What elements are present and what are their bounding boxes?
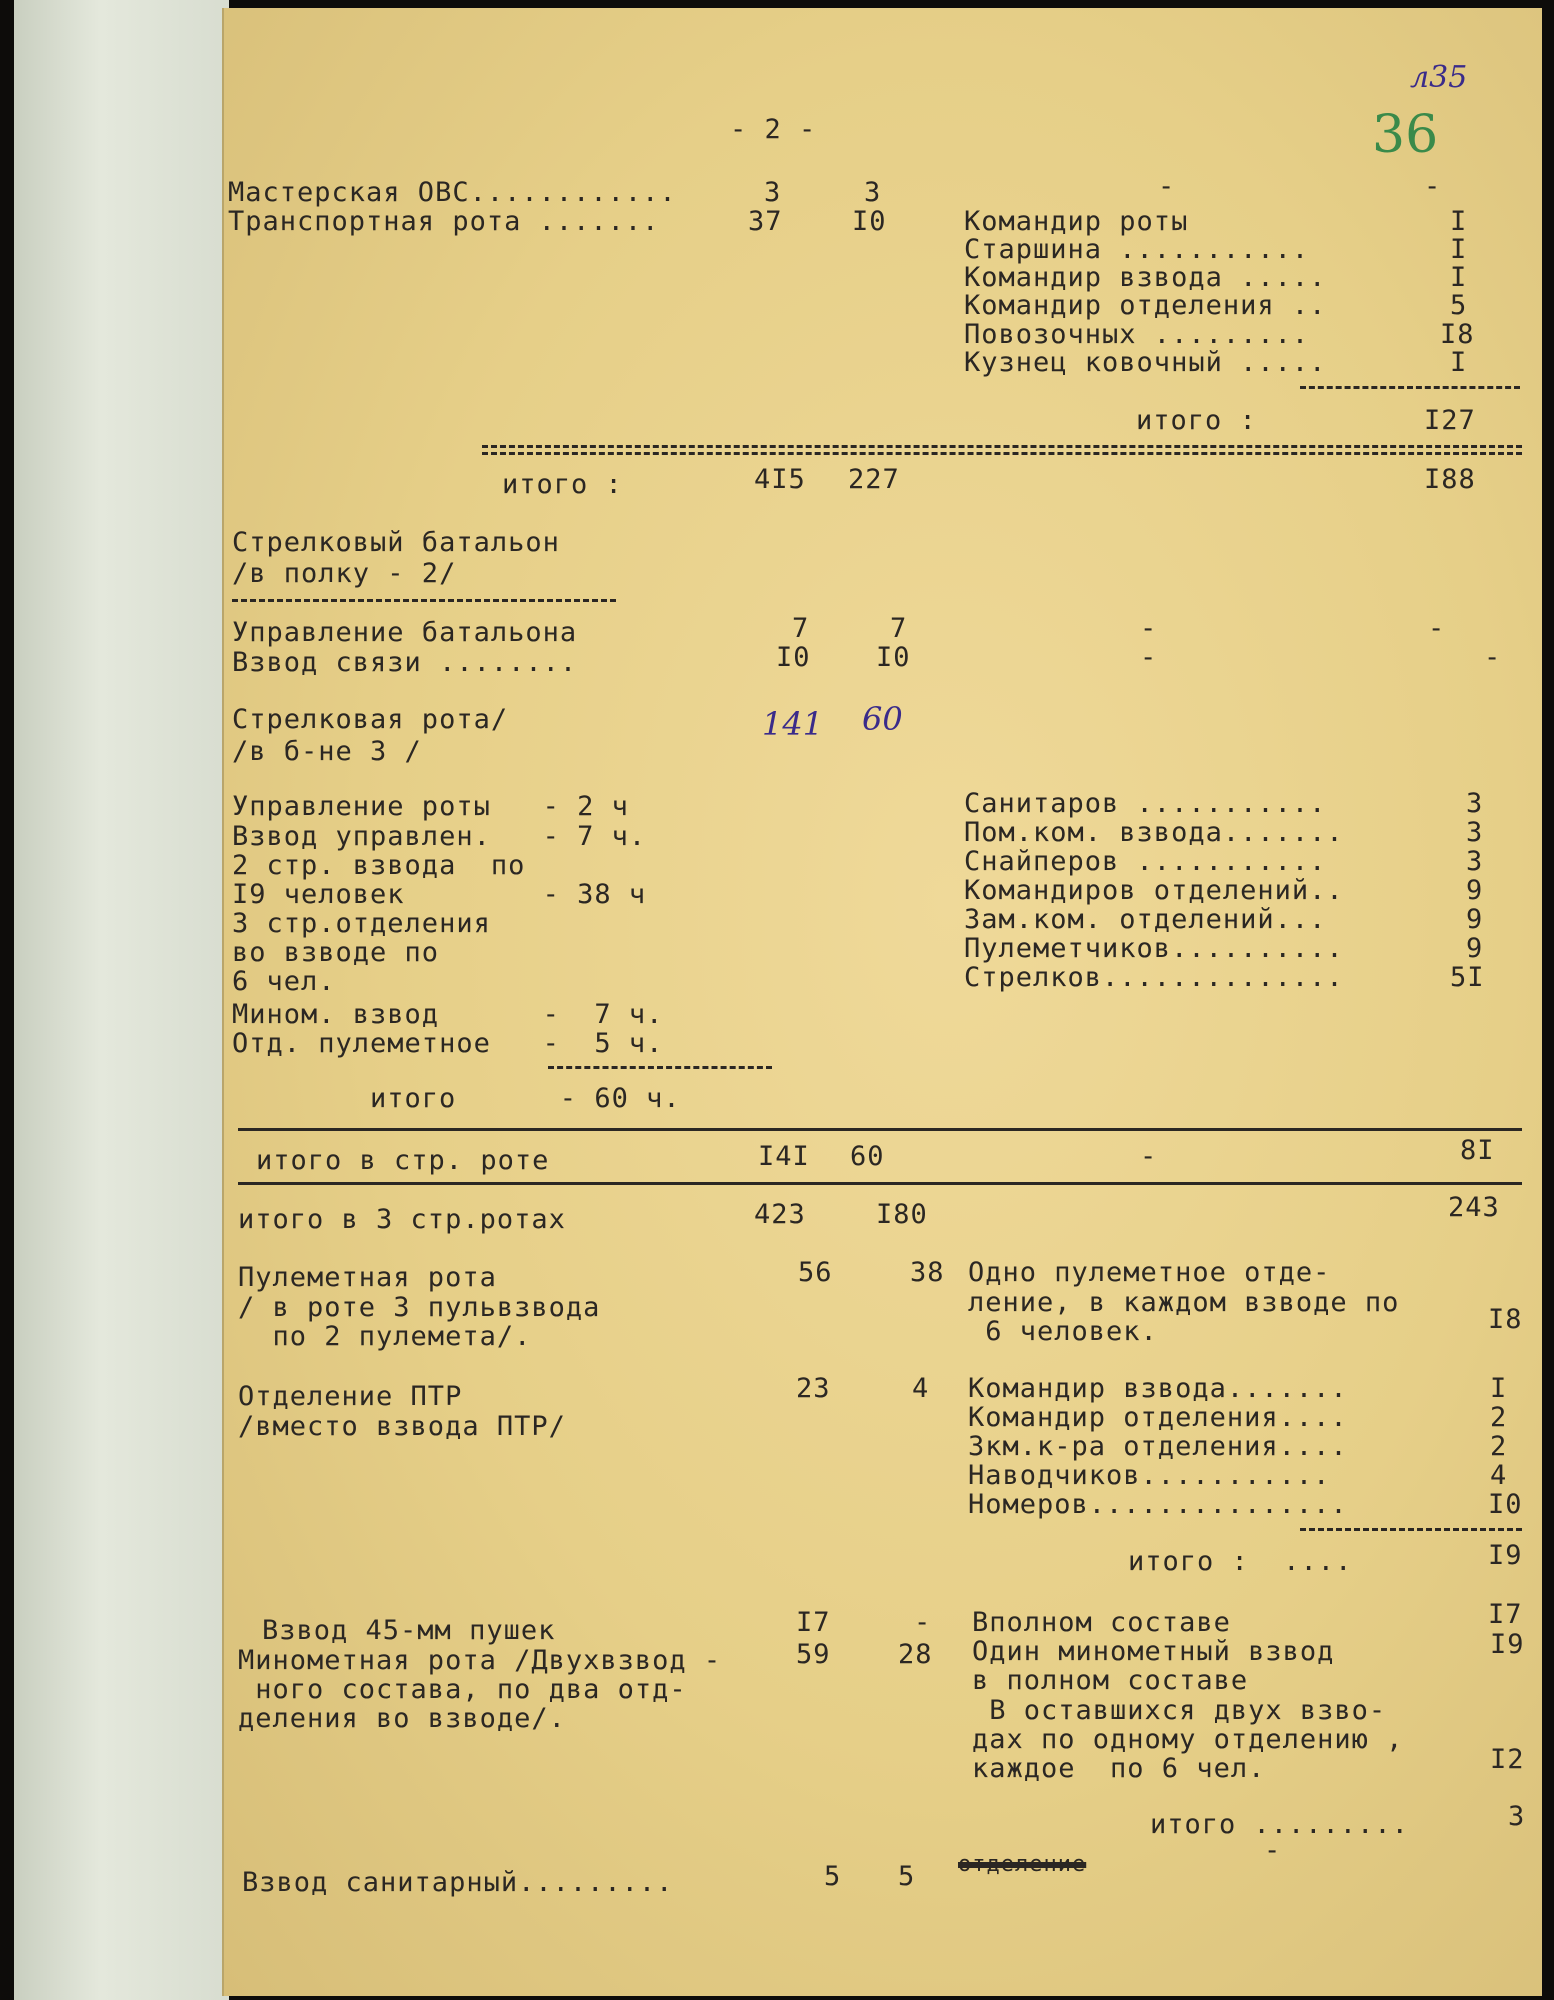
note-line: Один минометный взвод [972, 1636, 1335, 1667]
divider [232, 599, 616, 602]
row-value-b: 3 [864, 177, 882, 208]
detail-value: I [1450, 206, 1468, 237]
total-label: итого : [502, 469, 623, 500]
section-line: ного состава, по два отд- [238, 1674, 687, 1705]
row-value-d: I7 [1488, 1599, 1523, 1630]
row-name: Транспортная рота ....... [228, 206, 660, 237]
row-value-b: I0 [852, 206, 887, 237]
detail-value: 2 [1490, 1431, 1508, 1462]
section-title: Отделение ПТР [238, 1381, 463, 1412]
detail-label: Пулеметчиков.......... [964, 933, 1344, 964]
row-value-d: I2 [1490, 1744, 1525, 1775]
detail-value: I0 [1488, 1489, 1523, 1520]
detail-label: Командир взвода ..... [964, 262, 1327, 293]
note-line: 6 человек. [968, 1316, 1158, 1347]
section-subtitle: /в полку - 2/ [232, 558, 457, 589]
note-line: Одно пулеметное отде- [968, 1257, 1331, 1288]
subtotal-label: итого : .... [1128, 1546, 1353, 1577]
detail-value: 9 [1466, 904, 1484, 935]
total-value-a: I4I [758, 1141, 810, 1172]
subtotal-value: I9 [1488, 1540, 1523, 1571]
row-value-d: I9 [1490, 1629, 1525, 1660]
breakdown-line: 3 стр.отделения [232, 908, 491, 939]
divider [238, 1182, 1522, 1185]
total-value-b: 227 [848, 464, 900, 495]
breakdown-line: 2 стр. взвода по [232, 850, 526, 881]
detail-label: Командир взвода....... [968, 1373, 1348, 1404]
note-line: каждое по 6 чел. [972, 1753, 1266, 1784]
row-value-a: 56 [798, 1257, 833, 1288]
divider [1300, 1528, 1522, 1531]
detail-label: Зкм.к-ра отделения.... [968, 1431, 1348, 1462]
archive-sheet-mark: л35 [1410, 60, 1468, 95]
row-value-d: I8 [1488, 1304, 1523, 1335]
page-number: - 2 - [730, 114, 817, 145]
total-value-a: 4I5 [754, 464, 806, 495]
detail-label: Снайперов ........... [964, 846, 1327, 877]
total-value-d: 8I [1460, 1135, 1495, 1166]
row-name: Мастерская ОВС............ [228, 177, 677, 208]
detail-label: Повозочных ......... [964, 319, 1310, 350]
detail-label: Пом.ком. взвода....... [964, 817, 1344, 848]
total-value-b: 60 [850, 1141, 885, 1172]
note-line: ление, в каждом взводе по [968, 1287, 1400, 1318]
row-name: Взвод связи ........ [232, 647, 578, 678]
subtotal-label: итого ......... [1150, 1809, 1409, 1840]
detail-value: 3 [1466, 817, 1484, 848]
detail-value: I [1450, 347, 1468, 378]
row-value-c: - [1140, 613, 1158, 644]
breakdown-total: итого - 60 ч. [370, 1083, 681, 1114]
row-name: Взвод 45-мм пушек [262, 1615, 556, 1646]
detail-value: 2 [1490, 1402, 1508, 1433]
subtotal-value: 3 [1508, 1801, 1526, 1832]
note-line: Вполном составе [972, 1607, 1231, 1638]
detail-value: I [1490, 1373, 1508, 1404]
section-subtitle: /в б-не 3 / [232, 736, 422, 767]
detail-label: Командиров отделений.. [964, 875, 1344, 906]
handwritten-value-b: 60 [862, 700, 903, 738]
section-line: /вместо взвода ПТР/ [238, 1411, 566, 1442]
detail-label: Стрелков.............. [964, 962, 1344, 993]
detail-value: 5 [1450, 290, 1468, 321]
row-value-a: 23 [796, 1373, 831, 1404]
subtotal-label: итого : [1136, 405, 1257, 436]
detail-value: 3 [1466, 788, 1484, 819]
total-value-d: I88 [1424, 464, 1476, 495]
row-value-d: - [1428, 613, 1446, 644]
row-value-b: 7 [890, 613, 908, 644]
row-value-a: 3 [764, 177, 782, 208]
detail-label: Санитаров ........... [964, 788, 1327, 819]
note-line: дах по одному отделению , [972, 1724, 1404, 1755]
section-title: Пулеметная рота [238, 1262, 497, 1293]
struck-text: отделение [958, 1852, 1087, 1877]
detail-label: Наводчиков........... [968, 1460, 1331, 1491]
total-value-c: - [1140, 1141, 1158, 1172]
row-value-c: - [1140, 642, 1158, 673]
row-value-b: 28 [898, 1639, 933, 1670]
detail-value: I [1450, 262, 1468, 293]
row-value-a: 59 [796, 1639, 831, 1670]
breakdown-line: 6 чел. [232, 966, 336, 997]
detail-label: Командир отделения .. [964, 290, 1327, 321]
row-value-a: 37 [748, 206, 783, 237]
section-title: Стрелковая рота/ [232, 704, 509, 735]
detail-value: 9 [1466, 875, 1484, 906]
row-value-b: - [914, 1607, 932, 1638]
detail-value: 9 [1466, 933, 1484, 964]
breakdown-line: I9 человек - 38 ч [232, 879, 647, 910]
row-value-c: - [1158, 171, 1176, 202]
section-line: деления во взводе/. [238, 1703, 566, 1734]
breakdown-line: Управление роты - 2 ч [232, 791, 629, 822]
detail-label: Зам.ком. отделений... [964, 904, 1327, 935]
detail-label: Номеров............... [968, 1489, 1348, 1520]
detail-label: Старшина ........... [964, 234, 1310, 265]
breakdown-line: во взводе по [232, 937, 440, 968]
note-line: в полном составе [972, 1665, 1249, 1696]
detail-value: 5I [1450, 962, 1485, 993]
detail-label: Кузнец ковочный ..... [964, 347, 1327, 378]
row-value-b: I0 [876, 642, 911, 673]
row-value-b: 38 [910, 1257, 945, 1288]
total-value-d: 243 [1448, 1192, 1500, 1223]
detail-value: 3 [1466, 846, 1484, 877]
note-line: В оставшихся двух взво- [972, 1695, 1387, 1726]
detail-value: I [1450, 234, 1468, 265]
row-value-d: - [1484, 642, 1502, 673]
row-value-a: I7 [796, 1607, 831, 1638]
total-label: итого в стр. роте [256, 1145, 550, 1176]
row-name: Взвод санитарный......... [242, 1867, 674, 1898]
detail-value: I8 [1440, 319, 1475, 350]
detail-label: Командир отделения.... [968, 1402, 1348, 1433]
divider [238, 1128, 1522, 1131]
row-value-b: 5 [898, 1861, 916, 1892]
row-value-d: - [1424, 171, 1442, 202]
row-value-b: 4 [912, 1373, 930, 1404]
handwritten-value-a: 141 [762, 705, 824, 743]
section-title: Стрелковый батальон [232, 527, 560, 558]
total-value-b: I80 [876, 1199, 928, 1230]
row-name: Управление батальона [232, 617, 578, 648]
paper-binding-strip [14, 0, 229, 2000]
breakdown-line: Мином. взвод - 7 ч. [232, 999, 664, 1030]
archive-page-number: 36 [1372, 105, 1439, 165]
total-value-a: 423 [754, 1199, 806, 1230]
subtotal-value: I27 [1424, 405, 1476, 436]
section-line: / в роте 3 пульвзвода [238, 1292, 601, 1323]
section-title: Минометная рота /Двухвзвод - [238, 1645, 722, 1676]
row-value-d: - [1264, 1835, 1282, 1866]
row-value-a: 5 [824, 1861, 842, 1892]
divider [1300, 386, 1520, 389]
breakdown-line: Отд. пулеметное - 5 ч. [232, 1028, 664, 1059]
detail-value: 4 [1490, 1460, 1508, 1491]
total-label: итого в 3 стр.ротах [238, 1204, 566, 1235]
row-value-a: I0 [776, 642, 811, 673]
divider [548, 1066, 772, 1069]
section-line: по 2 пулемета/. [238, 1321, 532, 1352]
row-value-a: 7 [792, 613, 810, 644]
breakdown-line: Взвод управлен. - 7 ч. [232, 821, 647, 852]
double-divider [482, 445, 1522, 455]
detail-label: Командир роты [964, 206, 1189, 237]
